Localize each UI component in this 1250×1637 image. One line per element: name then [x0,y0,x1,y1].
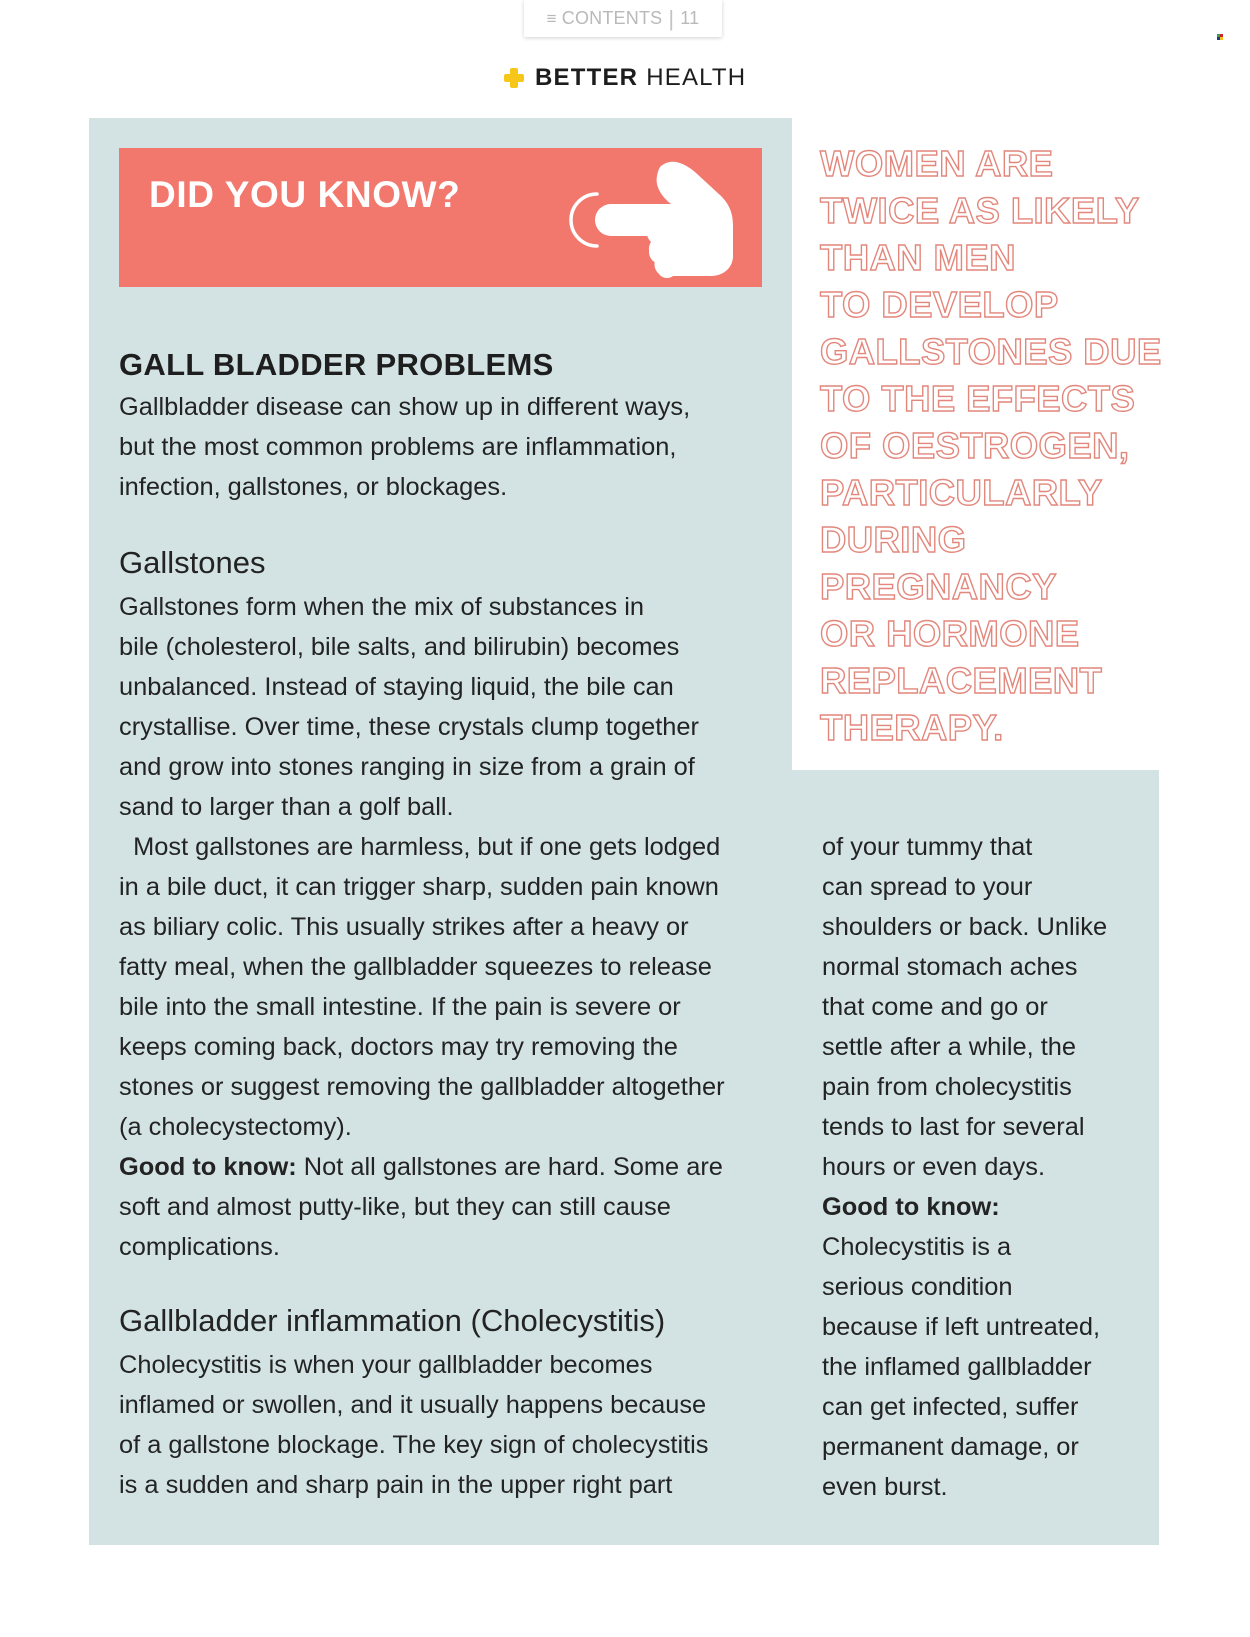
gallstones-line: and grow into stones ranging in size from a grain of [119,753,695,781]
good-to-know-line: because if left untreated, [822,1313,1101,1341]
cholecystitis-line: can spread to your [822,873,1033,901]
gallstones-line: fatty meal, when the gallbladder squeezes to release [119,953,712,981]
brand-bold: BETTER [535,64,639,91]
pull-quote-line: PARTICULARLY [820,472,1103,513]
pull-quote-line: OF OESTROGEN, [820,425,1130,466]
pointing-hand-icon [561,156,741,280]
gallstones-heading: Gallstones [119,545,266,580]
gallstones-line: crystallise. Over time, these crystals clump together [119,713,699,741]
gallstones-line: bile into the small intestine. If the pain is severe or [119,993,681,1021]
pull-quote-line: OR HORMONE [820,613,1080,654]
gallstones-line: (a cholecystectomy). [119,1113,352,1141]
pull-quote-line: GALLSTONES DUE [820,331,1162,372]
gallstones-line: Most gallstones are harmless, but if one gets lodged [119,833,721,861]
pull-quote-line: THAN MEN [820,237,1016,278]
cholecystitis-line: hours or even days. [822,1153,1045,1181]
good-to-know-text: Not all gallstones are hard. Some are [296,1153,723,1181]
gallstones-line: soft and almost putty-like, but they can still cause [119,1193,671,1221]
gallstones-line: unbalanced. Instead of staying liquid, the bile can [119,673,674,701]
cholecystitis-line: tends to last for several [822,1113,1085,1141]
cholecystitis-line: shoulders or back. Unlike [822,913,1108,941]
good-to-know-line: permanent damage, or [822,1433,1079,1461]
color-registration-mark-icon [1217,34,1223,40]
good-to-know-line: even burst. [822,1473,948,1501]
gallstones-line: bile (cholesterol, bile salts, and bilirubin) becomes [119,633,680,661]
pull-quote-line: DURING [820,519,967,560]
plus-icon [504,68,524,88]
good-to-know-gallstones [119,1147,723,1187]
section-brand [504,64,746,92]
gallstones-line: keeps coming back, doctors may try removing the [119,1033,678,1061]
good-to-know-line: can get infected, suffer [822,1393,1079,1421]
banner-title: DID YOU KNOW? [149,174,461,215]
gallstones-line: complications. [119,1233,280,1261]
intro-line: Gallbladder disease can show up in different ways, [119,393,691,421]
pull-quote-line: THERAPY. [820,707,1004,748]
contents-button[interactable] [524,0,722,37]
cholecystitis-line: pain from cholecystitis [822,1073,1072,1101]
good-to-know-line: serious condition [822,1273,1013,1301]
cholecystitis-line: that come and go or [822,993,1048,1021]
cholecystitis-heading: Gallbladder inflammation (Cholecystitis) [119,1303,666,1338]
cholecystitis-line: inflamed or swollen, and it usually happens because [119,1391,707,1419]
menu-icon: ≡ [546,8,557,28]
contents-label: CONTENTS [561,8,663,28]
cholecystitis-line: settle after a while, the [822,1033,1077,1061]
gallstones-line: Gallstones form when the mix of substances in [119,593,644,621]
pull-quote-line: TO DEVELOP [820,284,1059,325]
intro-line: infection, gallstones, or blockages. [119,473,508,501]
page-title: GALL BLADDER PROBLEMS [119,347,554,382]
cholecystitis-line: of your tummy that [822,833,1033,861]
did-you-know-banner [119,148,762,287]
good-to-know-line: the inflamed gallbladder [822,1353,1092,1381]
pull-quote [820,140,1220,751]
gallstones-line: sand to larger than a golf ball. [119,793,454,821]
gallstones-line: stones or suggest removing the gallbladder altogether [119,1073,725,1101]
page-number: 11 [680,8,700,28]
good-to-know-line: Cholecystitis is a [822,1233,1012,1261]
cholecystitis-line: is a sudden and sharp pain in the upper right part [119,1471,673,1499]
cholecystitis-line: of a gallstone blockage. The key sign of cholecystitis [119,1431,709,1459]
pull-quote-line: TWICE AS LIKELY [820,190,1140,231]
cholecystitis-line: Cholecystitis is when your gallbladder becomes [119,1351,653,1379]
good-to-know-label: Good to know: [822,1193,1000,1221]
divider: | [668,5,675,31]
pull-quote-line: PREGNANCY [820,566,1057,607]
intro-line: but the most common problems are inflammation, [119,433,677,461]
pull-quote-line: WOMEN ARE [820,143,1054,184]
gallstones-line: in a bile duct, it can trigger sharp, sudden pain known [119,873,719,901]
pull-quote-line: REPLACEMENT [820,660,1103,701]
cholecystitis-line: normal stomach aches [822,953,1078,981]
pull-quote-line: TO THE EFFECTS [820,378,1136,419]
gallstones-line: as biliary colic. This usually strikes after a heavy or [119,913,689,941]
good-to-know-label: Good to know: [119,1153,297,1181]
brand-light: HEALTH [646,64,747,91]
